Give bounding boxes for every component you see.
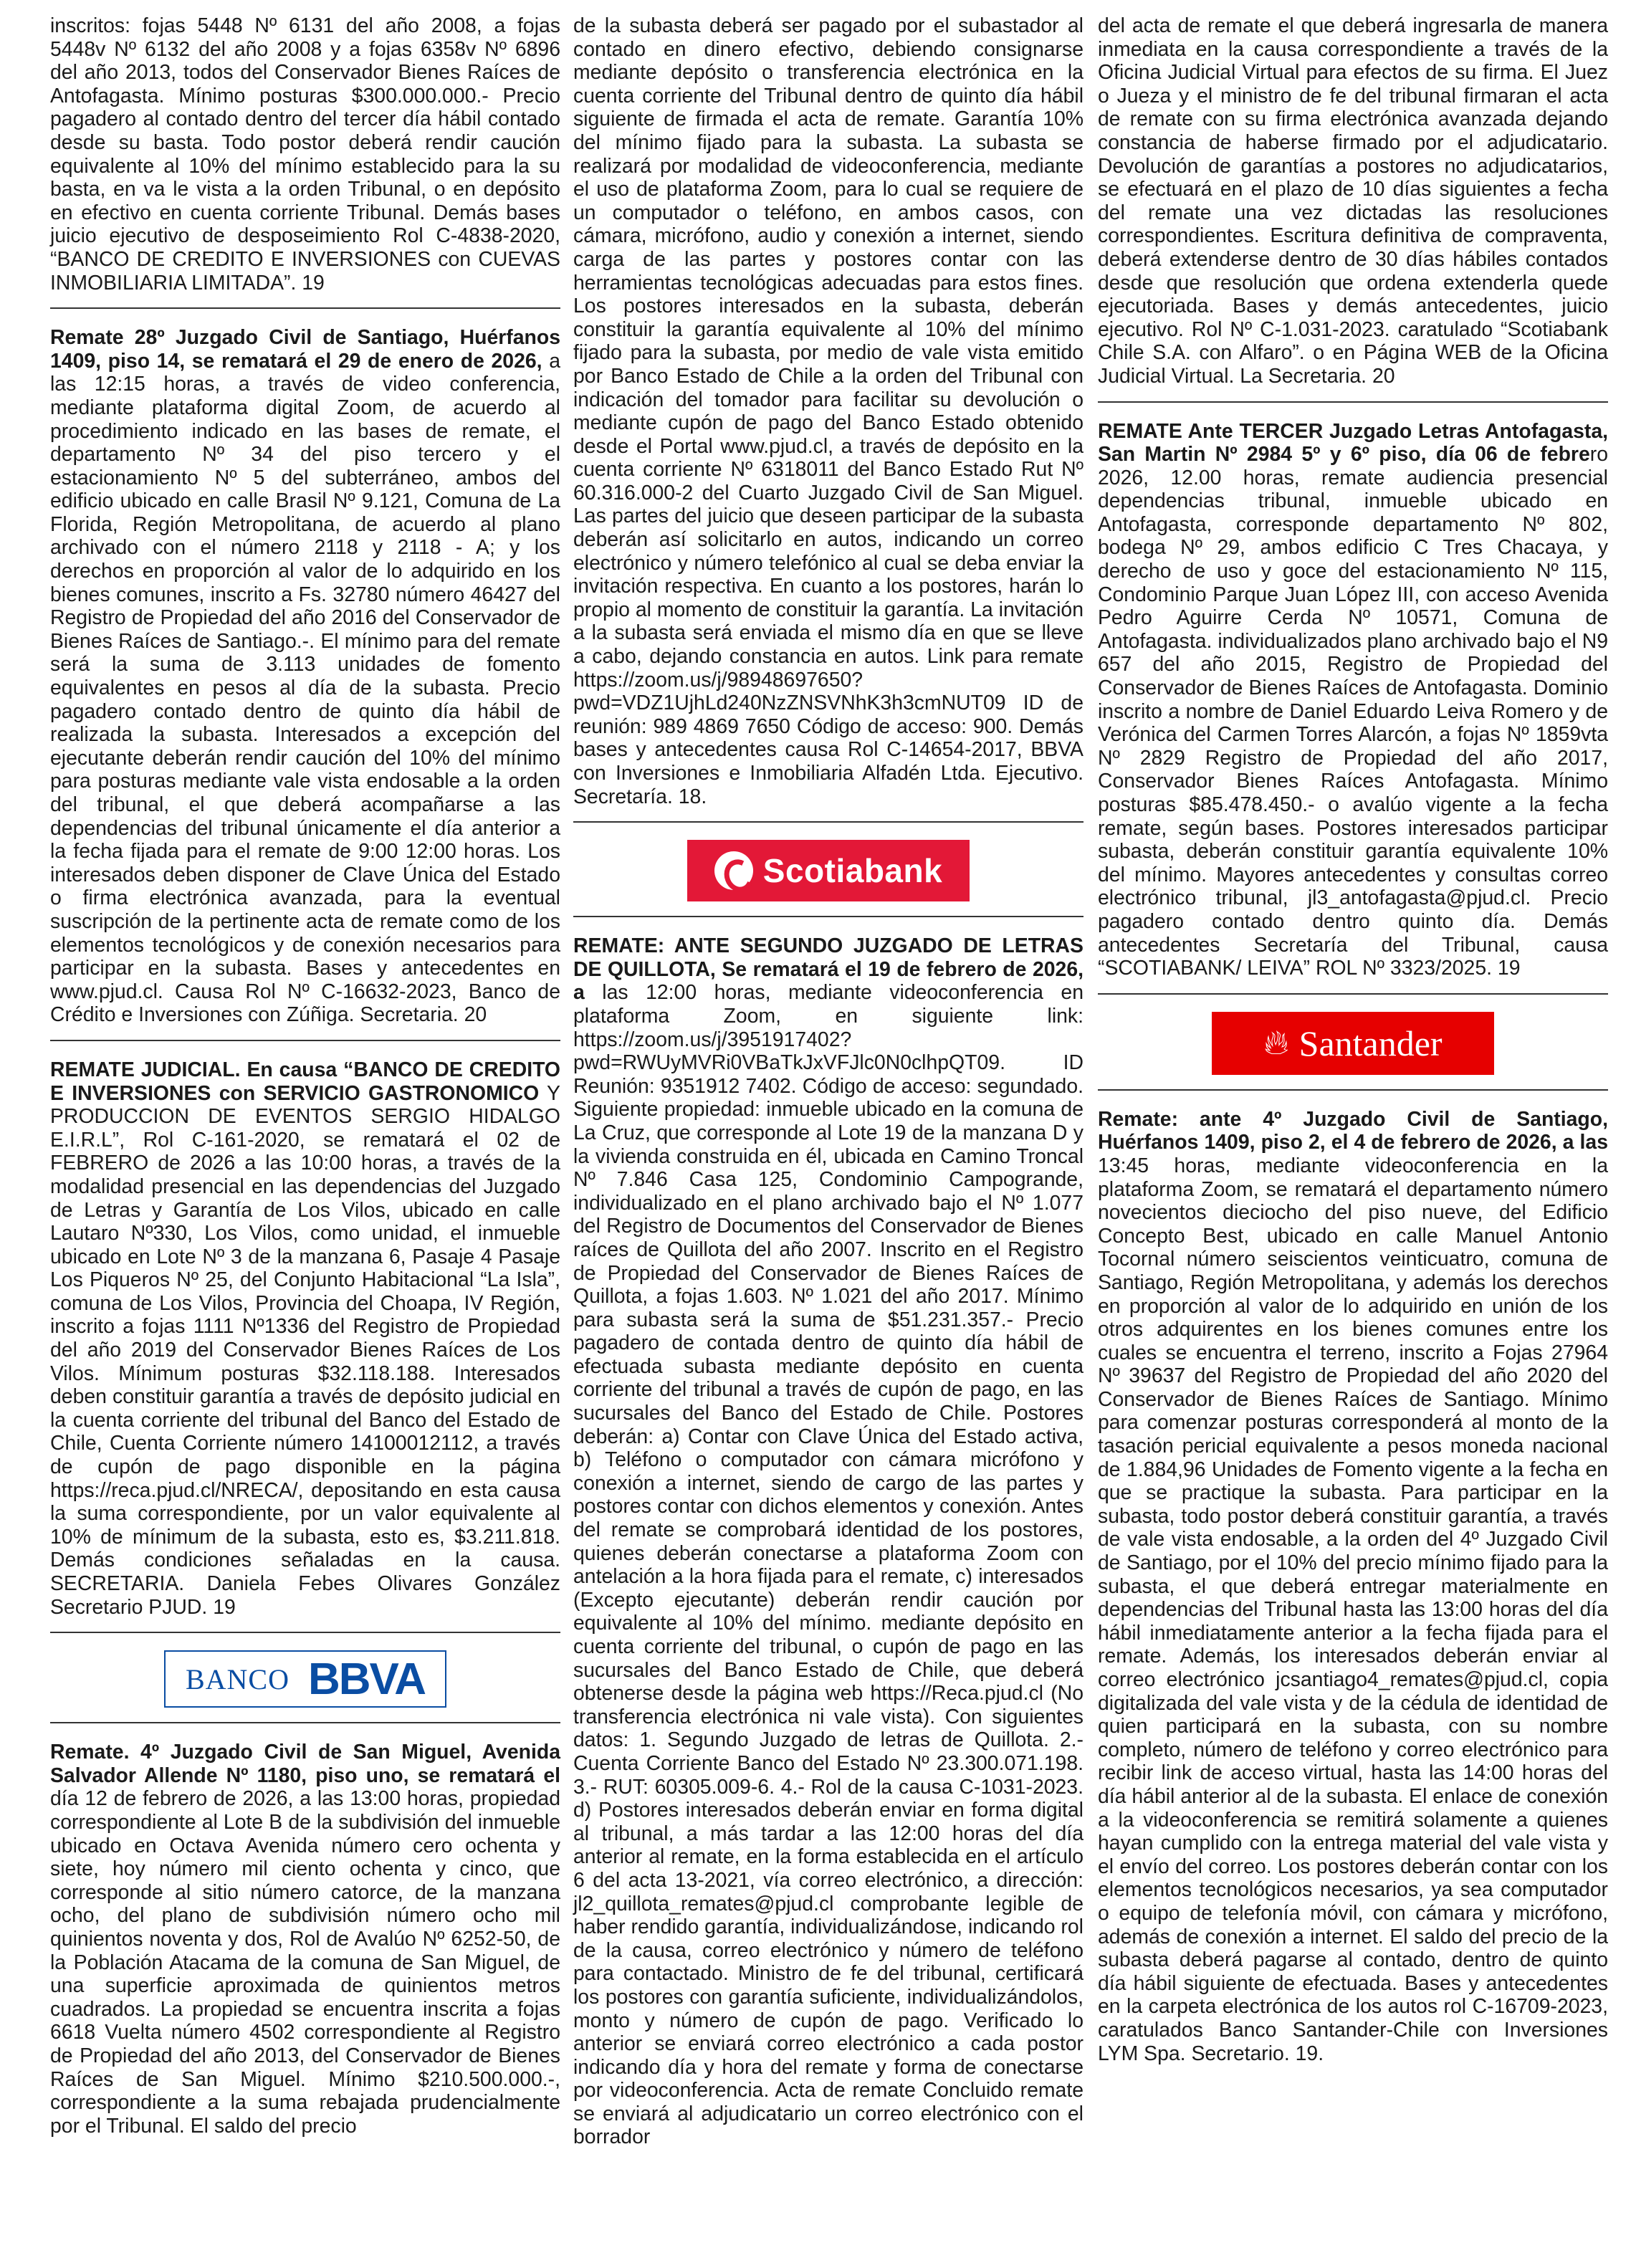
divider [1098, 1089, 1608, 1091]
divider [573, 916, 1084, 917]
notice-28-juzgado-santiago [50, 326, 560, 1027]
notice-heading: REMATE: ANTE SEGUNDO JUZGADO DE LETRAS DE QUILLOTA, Se rematará el 19 de febrero de 2026, a [573, 934, 1084, 1005]
notice-heading: Remate: ante 4º Juzgado Civil de Santiago, Huérfanos 1409, piso 2, el 4 de febrero de 2026, a las [1098, 1107, 1608, 1154]
scotiabank-logo [687, 840, 970, 901]
notice-text: las 12:00 horas, mediante videoconferencia en plataforma Zoom, en siguiente link: https://zoom.us/j/3951917402?pwd=RWUyMVRi0VBaTkJxVFJlc0N0clhpQT09. ID Reunión: 9351912 7402. Código de acceso: segundado. Siguiente propiedad: inmueble ubicado en la comuna de La Cruz, que corresponde al Lote 19 de la manzana D y la vivienda construida en él, ubicada en Camino Troncal Nº 7.846 Casa 125, Condominio Campogrande, individualizado en el plano archivado bajo el Nº 1.077 del Registro de Documentos del Conservador de Bienes raíces de Quillota del año 2007. Inscrito en el Registro de Propiedad del Conservador de Bienes Raíces de Quillota, a fojas 1.603. Nº 1.021 del año 2017. Mínimo para subasta será la suma de $51.231.357.- Precio pagadero de contada dentro de quinto día hábil de efectuada subasta mediante depósito en cuenta corriente del tribunal a través de cupón de pago, en las sucursales del Banco del Estado de Chile. Postores deberán: a) Contar con Clave Única del Estado activa, b) Teléfono o computador con cámara micrófono y conexión a internet, siendo de cargo de las partes y postores contar con dichos elementos y conexión. Antes del remate se comprobará identidad de los postores, quienes deberán conectarse a plataforma Zoom con antelación a la hora fijada para el remate, c) interesados (Excepto ejecutante) deberán rendir caución por equivalente al 10% del mínimo. mediante depósito en cuenta corriente del tribunal, o cupón de pago en las sucursales del Banco Estado de Chile, que deberá obtenerse desde la página web https://Reca.pjud.cl (No transferencia electrónica ni vale vista). Con siguientes datos: 1. Segundo Juzgado de letras de Quillota. 2.- Cuenta Corriente Banco del Estado Nº 23.300.071.198. 3.- RUT: 60305.009-6. 4.- Rol de la causa C-1031-2023. d) Postores interesados deberán enviar en forma digital al tribunal, a más tardar a las 12:00 horas del día anterior al remate, en la forma establecida en el artículo 6 del acta 13-2021, vía correo electrónico, a dirección: jl2_quillota_remates@pjud.cl comprobante legible de haber rendido garantía, individualizándose, indicando rol de la causa, correo electrónico y número de teléfono para contactado. Ministro de fe del tribunal, certificará los postores con garantía suficiente, individualizándolos, monto y número de cupón de pago. Verificado lo anterior se enviará correo electrónico a cada postor indicando día y hora del remate y forma de conectarse por videoconferencia. Acta de remate Concluido remate se enviará al adjudicatario un correo electrónico con el borrador [573, 981, 1084, 2149]
divider [1098, 993, 1608, 995]
divider [50, 1040, 560, 1041]
column-1 [50, 14, 560, 2138]
notice-tercer-juzgado-antofagasta [1098, 420, 1608, 980]
notice-text: de la subasta deberá ser pagado por el subastador al contado en dinero efectivo, debiendo consignarse mediante depósito o transferencia electrónica en la cuenta corriente del Tribunal dentro de quinto día hábil siguiente de firmada el acta de remate. Garantía 10% del mínimo fijado para la subasta. La subasta se realizará por modalidad de videoconferencia, mediante el uso de plataforma Zoom, para lo cual se requiere de un computador o teléfono, en ambos casos, con cámara, micrófono, audio y conexión a internet, siendo carga de las partes y postores contar con las herramientas tecnológicas adecuadas para estos fines. Los postores interesados en la subasta, deberán constituir la garantía equivalente al 10% del mínimo fijado para la subasta, por medio de vale vista emitido por Banco Estado de Chile a la orden del Tribunal con indicación del tomador para facilitar su devolución o mediante cupón de pago del Banco Estado obtenido desde el Portal www.pjud.cl, a través de depósito en la cuenta corriente Nº 6318011 del Banco Estado Rut Nº 60.316.000-2 del Cuarto Juzgado Civil de San Miguel. Las partes del juicio que deseen participar de la subasta deberán así solicitarlo en autos, indicando un correo electrónico y número telefónico al cual se deba enviar la invitación respectiva. En cuanto a los postores, harán lo propio al momento de constituir la garantía. La invitación a la subasta será enviada el mismo día en que se lleve a cabo, dejando constancia en autos. Link para remate https://zoom.us/j/98948697650?pwd=VDZ1UjhLd240NzZNSVNhK3h3cmNUT09 ID de reunión: 989 4869 7650 Código de acceso: 900. Demás bases y antecedentes causa Rol C-14654-2017, BBVA con Inversiones e Inmobiliaria Alfadén Ltda. Ejecutivo. Secretaría. 18. [573, 14, 1084, 808]
bbva-logo-word-bbva: BBVA [307, 1654, 426, 1704]
notice-heading: REMATE Ante TERCER Juzgado Letras Antofagasta, San Martin Nº 2984 5º y 6º piso, día 06 de febre [1098, 419, 1608, 466]
notice-san-miguel-continued [573, 14, 1084, 808]
notice-text: ro 2026, 12.00 horas, remate audiencia presencial dependencias tribunal, inmueble ubicado en Antofagasta, corresponde departamento Nº 802, bodega Nº 29, ambos edificio C Tres Chacaya, y derecho de uso y goce del estacionamiento Nº 115, Condominio Parque Juan López III, con acceso Avenida Pedro Aguirre Cerda Nº 10571, Comuna de Antofagasta. individualizados plano archivado bajo el N9 657 del año 2015, Registro de Propiedad del Conservador de Bienes Raíces de Antofagasta. Dominio inscrito a nombre de Daniel Eduardo Leiva Romero y de Verónica del Carmen Torres Alarcón, a fojas Nº 1859vta Nº 2829 Registro de Propiedad del año 2017, Conservador Bienes Raíces Antofagasta. Mínimo posturas $85.478.450.- o avalúo vigente a la fecha remate, según bases. Postores interesados participar subasta, deberán constituir garantía equivalente 10% del mínimo. Mayores antecedentes y consultas correo electrónico tribunal, jl3_antofagasta@pjud.cl. Precio pagadero contado dentro quinto día. Demás antecedentes Secretaría del Tribunal, causa “SCOTIABANK/ LEIVA” ROL Nº 3323/2025. 19 [1098, 443, 1608, 980]
santander-flame-icon: 🔥︎ [1263, 1023, 1289, 1062]
column-2 [573, 14, 1084, 2149]
santander-logo-text: Santander [1298, 1023, 1443, 1063]
notice-text: a las 12:15 horas, a través de video conferencia, mediante plataforma digital Zoom, de acuerdo al procedimiento indicado en las bases de remate, el departamento Nº 34 del piso tercero y el estacionamiento Nº 5 del subterráneo, ambos del edificio ubicado en calle Brasil Nº 9.121, Comuna de La Florida, Región Metropolitana, de acuerdo al plano archivado con el número 2118 y 2118 - A; y los derechos en proporción al valor de lo adquirido en los bienes comunes, inscrito a Fs. 32780 número 46427 del Registro de Propiedad del año 2016 del Conservador de Bienes Raíces de Santiago.-. El mínimo para del remate será la suma de 3.113 unidades de fomento equivalentes en pesos al día de la subasta. Precio pagadero contado dentro de quinto día hábil de realizada la subasta. Interesados a excepción del ejecutante deberán rendir caución del 10% del mínimo para posturas mediante vale vista endosable a la orden del tribunal, el que deberá acompañarse a las dependencias del tribunal únicamente el día anterior a la fecha fijada para el remate de 9:00 12:00 horas. Los interesados deben disponer de Clave Única del Estado o firma electrónica avanzada, para la eventual suscripción de la pertinente acta de remate como de los elementos tecnológicos y de conexión necesarios para participar en la subasta. Bases y antecedentes en www.pjud.cl. Causa Rol Nº C-16632-2023, Banco de Crédito e Inversiones con Zúñiga. Secretaria. 20 [50, 349, 560, 1027]
notice-antofagasta-cuevas-end [50, 14, 560, 295]
notice-text: Y PRODUCCION DE EVENTOS SERGIO HIDALGO E.I.R.L”, Rol C-161-2020, se rematará el 02 de FEBRERO de 2026 a las 10:00 horas, a través de la modalidad presencial en las dependencias del Juzgado de Letras y Garantía de Los Vilos, ubicado en calle Lautaro Nº330, Los Vilos, como unidad, el inmueble ubicado en Lote Nº 3 de la manzana 6, Pasaje 4 Pasaje Los Piqueros Nº 25, del Conjunto Habitacional “La Isla”, comuna de Los Vilos, Provincia del Choapa, IV Región, inscrito a fojas 1111 Nº1336 del Registro de Propiedad del año 2019 del Conservador Bienes Raíces de Los Vilos. Mínimum posturas $32.118.188. Interesados deben constituir garantía a través de depósito judicial en la cuenta corriente del tribunal del Banco del Estado de Chile, Cuenta Corriente número 14100012112, a través de cupón de pago disponible en la página https://reca.pjud.cl/NRECA/, depositando en esta causa la suma correspondiente, por un valor equivalente al 10% de mínimum de la subasta, esto es, $3.211.818. Demás condiciones señaladas en la causa. SECRETARIA. Daniela Febes Olivares González Secretario PJUD. 19 [50, 1081, 560, 1619]
notice-text: día 12 de febrero de 2026, a las 13:00 horas, propiedad correspondiente al Lote B de la subdivisión del inmueble ubicado en Octava Avenida número cero ochenta y siete, hoy número mil ciento ochenta y cinco, que corresponde al sitio número catorce, de la manzana ocho, del plano de subdivisión número ocho mil quinientos noventa y dos, Rol de Avalúo Nº 6252-50, de la Población Atacama de la comuna de San Miguel, de una superficie aproximada de quinientos metros cuadrados. La propiedad se encuentra inscrita a fojas 6618 Vuelta número 4502 correspondiente al Registro de Propiedad del año 2013, del Conservador de Bienes Raíces de San Miguel. Mínimo $210.500.000.-, correspondiente a la suma rebajada prudencialmente por el Tribunal. El saldo del precio [50, 1787, 560, 2138]
santander-logo [1212, 1012, 1494, 1075]
divider [50, 1632, 560, 1633]
divider [573, 821, 1084, 823]
divider [1098, 401, 1608, 403]
scotiabank-logo-row [573, 840, 1084, 901]
notice-4-juzgado-santiago [1098, 1108, 1608, 2065]
divider [50, 1722, 560, 1723]
notice-segundo-juzgado-quillota [573, 934, 1084, 2149]
notice-heading: Remate 28º Juzgado Civil de Santiago, Huérfanos 1409, piso 14, se rematará el 29 de enero de 2026, [50, 326, 560, 373]
santander-logo-row [1098, 1012, 1608, 1075]
notice-text: inscritos: fojas 5448 Nº 6131 del año 2008, a fojas 5448v Nº 6132 del año 2008 y a fojas 6358v Nº 6896 del año 2013, todos del Conservador Bienes Raíces de Antofagasta. Mínimo posturas $300.000.000.- Precio pagadero al contado dentro del tercer día hábil contado desde su basta. Todo postor deberá rendir caución equivalente al 10% del mínimo establecido para la su basta, en va le vista a la orden Tribunal, o en depósito en efectivo en cuenta corriente Tribunal. Demás bases juicio ejecutivo de desposeimiento Rol C-4838-2020, “BANCO DE CREDITO E INVERSIONES con CUEVAS INMOBILIARIA LIMITADA”. 19 [50, 14, 560, 295]
bbva-logo [164, 1650, 446, 1708]
notice-remate-judicial-los-vilos [50, 1058, 560, 1619]
notice-heading: Remate. 4º Juzgado Civil de San Miguel, Avenida Salvador Allende Nº 1180, piso uno, se rematará el [50, 1741, 560, 1787]
notice-quillota-continued [1098, 14, 1608, 388]
scotiabank-emblem-icon [714, 851, 753, 890]
scotiabank-logo-text: Scotiabank [762, 852, 943, 890]
divider [50, 307, 560, 309]
notice-text: del acta de remate el que deberá ingresarla de manera inmediata en la causa correspondiente a través de la Oficina Judicial Virtual para efectos de su firma. El Juez o Jueza y el ministro de fe del tribunal firmaran el acta de remate con su firma electrónica avanzada dejando constancia de haberse firmado por el adjudicatario. Devolución de garantías a postores no adjudicatarios, se efectuará en el plazo de 10 días siguientes a fecha del remate una vez dictadas las resoluciones correspondientes. Escritura definitiva de compraventa, deberá extenderse dentro de 30 días hábiles contados desde que resolución que ordena extenderla quede ejecutoriada. Bases y demás antecedentes, juicio ejecutivo. Rol Nº C-1.031-2023. caratulado “Scotiabank Chile S.A. con Alfaro”. o en Página WEB de la Oficina Judicial Virtual. La Secretaria. 20 [1098, 14, 1608, 388]
bbva-logo-row [50, 1650, 560, 1708]
notice-text: 13:45 horas, mediante videoconferencia en la plataforma Zoom, se rematará el departamento número novecientos dieciocho del piso nueve, del Edificio Concepto Best, ubicado en calle Manuel Antonio Tocornal número seiscientos veinticuatro, comuna de Santiago, Región Metropolitana, y además los derechos en proporción al valor de lo adquirido en unión de los otros adquirentes en los bienes comunes entre los cuales se encuentra el terreno, inscrito a Fojas 27964 Nº 39637 del Registro de Propiedad del año 2020 del Conservador de Bienes Raíces de Santiago. Mínimo para comenzar posturas corresponderá al monto de la tasación pericial equivalente a pesos moneda nacional de 1.884,96 Unidades de Fomento vigente a la fecha en que se practique la subasta. Para participar en la subasta, todo postor deberá constituir garantía, a través de vale vista endosable, a la orden del 4º Juzgado Civil de Santiago, por el 10% del precio mínimo fijado para la subasta, el que deberá entregar materialmente en dependencias del Tribunal hasta las 13:00 horas del día hábil inmediatamente anterior a la fecha fijada para el remate. Además, los interesados deberán enviar al correo electrónico jcsantiago4_remates@pjud.cl, copia digitalizada del vale vista y de la cédula de identidad de quien participará en la subasta, con su nombre completo, número de teléfono y correo electrónico para recibir link de acceso virtual, hasta las 14:00 horas del día hábil anterior al de la subasta. El enlace de conexión a la videoconferencia se remitirá solamente a quienes hayan cumplido con la entrega material del vale vista y el envío del correo. Los postores deberán contar con los elementos tecnológicos necesarios, ya sea computador o equipo de telefonía móvil, con cámara y micrófono, además de conexión a internet. El saldo del precio de la subasta deberá pagarse al contado, dentro de quinto día hábil siguiente de efectuada. Bases y antecedentes en la carpeta electrónica de los autos rol C-16709-2023, caratulados Banco Santander-Chile con Inversiones LYM Spa. Secretario. 19. [1098, 1154, 1608, 2065]
column-3 [1098, 14, 1608, 2065]
bbva-logo-word-banco: BANCO [185, 1662, 290, 1695]
notice-heading: REMATE JUDICIAL. En causa “BANCO DE CREDITO E INVERSIONES con SERVICIO GASTRONOMICO [50, 1058, 560, 1105]
notice-4-juzgado-san-miguel [50, 1741, 560, 2138]
